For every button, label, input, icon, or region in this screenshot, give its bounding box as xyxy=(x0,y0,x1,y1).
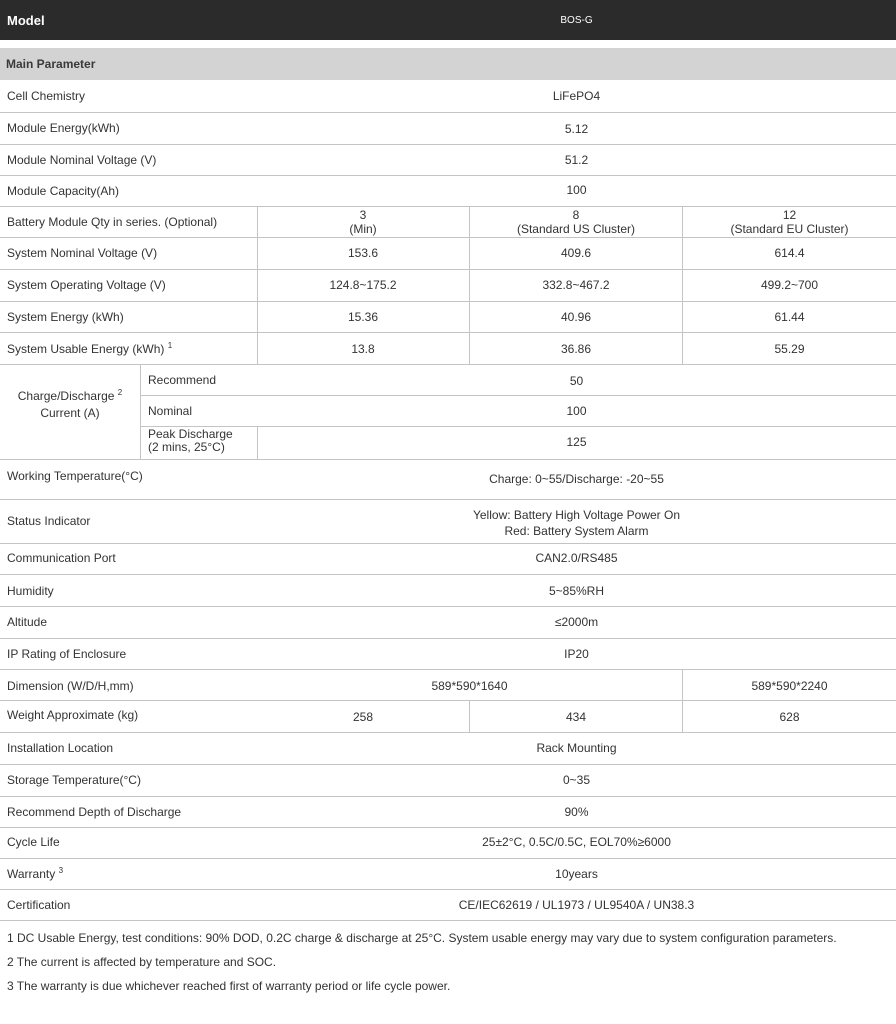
qty-col-3 xyxy=(683,208,896,236)
row-label: Recommend Depth of Discharge xyxy=(7,805,182,819)
table-row xyxy=(0,113,896,145)
table-row xyxy=(0,828,896,859)
peak-label xyxy=(148,428,233,454)
row-value: 258 xyxy=(352,710,374,724)
row-label: Status Indicator xyxy=(7,514,91,528)
model-value: BOS-G xyxy=(560,15,593,26)
table-row xyxy=(0,544,896,575)
qty-value: 8 xyxy=(572,208,580,222)
divider xyxy=(141,395,896,396)
qty-value: 12 xyxy=(782,208,797,222)
row-label: Battery Module Qty in series. (Optional) xyxy=(7,215,218,229)
table-row xyxy=(0,270,896,302)
row-label xyxy=(7,866,63,881)
footnote-1: 1 DC Usable Energy, test conditions: 90% DOD, 0.2C charge & discharge at 25°C. System usable energy may vary due to system configuration parameters. xyxy=(7,931,837,945)
table-row xyxy=(0,797,896,828)
section-title: Main Parameter xyxy=(6,57,96,71)
row-value: CE/IEC62619 / UL1973 / UL9540A / UN38.3 xyxy=(458,898,695,912)
label-text: (2 mins, 25°C) xyxy=(148,440,225,454)
row-label: Installation Location xyxy=(7,741,114,755)
table-row xyxy=(0,733,896,765)
row-label: System Operating Voltage (V) xyxy=(7,278,166,292)
row-label: Working Temperature(°C) xyxy=(7,469,143,483)
footnote-2: 2 The current is affected by temperature and SOC. xyxy=(7,955,277,969)
row-value: 153.6 xyxy=(347,246,379,260)
label-text: System Usable Energy (kWh) xyxy=(7,342,165,356)
status-line: Yellow: Battery High Voltage Power On xyxy=(472,508,680,522)
table-row xyxy=(0,639,896,670)
row-label: Cell Chemistry xyxy=(7,89,86,103)
nominal-label: Nominal xyxy=(148,404,193,418)
table-row xyxy=(0,765,896,797)
row-label: Module Energy(kWh) xyxy=(7,121,120,135)
row-label: Certification xyxy=(7,898,71,912)
row-label: System Nominal Voltage (V) xyxy=(7,246,158,260)
qty-note: (Min) xyxy=(349,222,377,236)
qty-col-1 xyxy=(257,208,469,236)
row-value: 15.36 xyxy=(347,310,379,324)
row-value: 332.8~467.2 xyxy=(542,278,610,292)
row-value: 409.6 xyxy=(560,246,592,260)
table-row xyxy=(0,333,896,365)
label-text: Peak Discharge xyxy=(148,427,233,441)
table-row xyxy=(0,500,896,544)
table-row xyxy=(0,890,896,921)
label-text: Charge/Discharge xyxy=(17,389,115,403)
table-row xyxy=(0,302,896,333)
row-value: 0~35 xyxy=(562,773,591,787)
row-label: Storage Temperature(°C) xyxy=(7,773,141,787)
row-label: Weight Approximate (kg) xyxy=(7,708,139,722)
row-value: 589*590*2240 xyxy=(751,679,828,693)
table-row xyxy=(0,460,896,500)
row-value: 5.12 xyxy=(564,122,589,136)
row-value: 25±2°C, 0.5C/0.5C, EOL70%≥6000 xyxy=(482,835,671,849)
row-value: LiFePO4 xyxy=(552,89,601,103)
row-label: Module Nominal Voltage (V) xyxy=(7,153,157,167)
table-row xyxy=(0,238,896,270)
row-value xyxy=(257,508,896,538)
row-value: 13.8 xyxy=(351,342,375,356)
row-label: Communication Port xyxy=(7,551,116,565)
row-value: IP20 xyxy=(564,647,589,661)
row-label: Cycle Life xyxy=(7,835,60,849)
footnote-marker: 3 xyxy=(58,866,64,875)
row-value: CAN2.0/RS485 xyxy=(535,551,618,565)
model-label: Model xyxy=(7,13,45,28)
charge-discharge-label xyxy=(0,386,140,420)
table-row xyxy=(0,859,896,890)
footnote-marker: 2 xyxy=(117,388,123,397)
row-value: 589*590*1640 xyxy=(431,679,508,693)
row-value: 628 xyxy=(779,710,800,724)
charge-discharge-block xyxy=(0,365,896,460)
row-label: System Energy (kWh) xyxy=(7,310,124,324)
table-row xyxy=(0,207,896,238)
row-value: 10years xyxy=(555,867,598,881)
table-row xyxy=(0,607,896,639)
peak-value: 125 xyxy=(566,435,587,449)
recommend-value: 50 xyxy=(569,374,584,388)
row-label: Module Capacity(Ah) xyxy=(7,184,120,198)
table-row xyxy=(0,701,896,733)
section-header xyxy=(0,48,896,80)
nominal-value: 100 xyxy=(566,404,587,418)
table-row xyxy=(0,670,896,701)
row-value: 36.86 xyxy=(560,342,592,356)
table-row xyxy=(0,575,896,607)
row-value: 40.96 xyxy=(560,310,592,324)
status-line: Red: Battery System Alarm xyxy=(504,524,649,538)
table-row xyxy=(0,176,896,207)
row-value: ≤2000m xyxy=(554,615,599,629)
label-text: Current (A) xyxy=(40,406,100,420)
row-label: IP Rating of Enclosure xyxy=(7,647,127,661)
row-label xyxy=(7,341,172,356)
row-value: 5~85%RH xyxy=(548,584,605,598)
qty-col-2 xyxy=(470,208,682,236)
divider xyxy=(141,426,896,427)
row-value: 614.4 xyxy=(774,246,805,260)
row-label: Altitude xyxy=(7,615,48,629)
row-value: 100 xyxy=(566,183,587,197)
footnote-3: 3 The warranty is due whichever reached first of warranty period or life cycle power. xyxy=(7,979,451,993)
qty-note: (Standard EU Cluster) xyxy=(730,222,849,236)
row-value: 499.2~700 xyxy=(760,278,819,292)
qty-note: (Standard US Cluster) xyxy=(516,222,636,236)
label-text: Warranty xyxy=(7,867,56,881)
qty-value: 3 xyxy=(359,208,367,222)
row-value: Rack Mounting xyxy=(536,741,617,755)
table-header xyxy=(0,0,896,40)
row-label: Humidity xyxy=(7,584,54,598)
table-row xyxy=(0,145,896,176)
row-value: 55.29 xyxy=(774,342,805,356)
row-value: 434 xyxy=(565,710,587,724)
row-value: Charge: 0~55/Discharge: -20~55 xyxy=(489,472,664,486)
footnote-marker: 1 xyxy=(167,341,173,350)
table-row xyxy=(0,80,896,113)
row-value: 90% xyxy=(564,805,589,819)
row-label: Dimension (W/D/H,mm) xyxy=(7,679,134,693)
recommend-label: Recommend xyxy=(148,373,217,387)
divider xyxy=(140,365,141,459)
row-value: 61.44 xyxy=(774,310,805,324)
row-value: 124.8~175.2 xyxy=(329,278,397,292)
row-value: 51.2 xyxy=(564,153,589,167)
